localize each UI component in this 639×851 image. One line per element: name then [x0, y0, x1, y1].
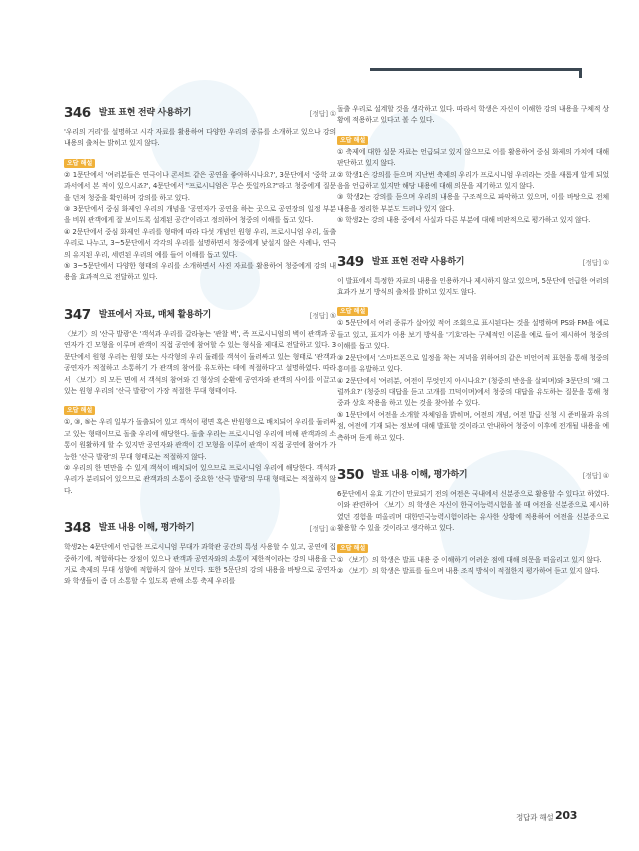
question-number: 349: [337, 253, 364, 270]
question-number: 347: [64, 306, 91, 323]
wrong-answer-badge: 오답 해설: [64, 406, 95, 415]
question-title: 발표 내용 이해, 평가하기: [98, 523, 195, 534]
question-header: [64, 306, 336, 324]
page-number: 203: [555, 809, 578, 822]
explanation-text: 이 발표에서 특정한 자료의 내용을 인용하거나 제시하지 않고 있으며, 5문단에 언급한 여러의 효과가 보기 방식의 출처를 밝히고 있지도 않다.: [337, 276, 609, 297]
question-header: [337, 253, 609, 271]
header-rule: [370, 68, 582, 71]
explanation-item: ④ 2문단에서 중심 화제인 우리를 형태에 따라 다섯 개념인 원형 우리, 프로시니엄 우리, 돌출 우리로 나누고, 3~5문단에서 각각의 우리를 설명하면서 청중에게 낯설지 않은 사례나, 연극의 유지된 우리, 세련된 우리의 예를 들어 이해를 돕고 있다.: [64, 227, 336, 259]
explanation-text: 6문단에서 유효 기간이 만료되기 전의 여전은 국내에서 신분증으로 활용할 수 있다고 하였다. 이와 관련하여 〈보기〉의 학생은 자신이 한국어능력시험을 볼 때 여전을 신분증으로 제시하였던 경험을 떠올리며 대한민국능력시험이라는 유사한 상황에 적용하여 여전을 신분증으로 활용할 수 있을 것이라고 생각하고 있다.: [337, 489, 609, 533]
question-title: 발표 표현 전략 사용하기: [371, 256, 465, 267]
explanation-text: '우리의 거리'를 설명하고 시각 자료를 활용하여 다양한 우리의 종류를 소개하고 있으나 강의 내용의 출처는 밝히고 있지 않다.: [64, 128, 336, 148]
explanation-text: 돌출 우리로 설계할 것을 생각하고 있다. 따라서 학생은 자신이 이해한 강의 내용을 구체적 상황에 적용하고 있다고 볼 수 있다.: [337, 105, 609, 125]
explanation-item: ① 〈보기〉의 학생은 발표 내용 중 이해하기 어려운 점에 대해 의문을 떠올리고 있지 않다.: [337, 555, 602, 564]
question-346: [64, 104, 336, 284]
explanation-text: 〈보기〉의 '산극 발광'은 '객석과 우리를 갈라놓는 '관찰 벽', 즉 프로시니엄의 벽이 관객과 공연자가 긴 모형을 이루며 관객이 직접 공연에 참여할 수 있는 형식을 제대로 전달하고 있다. 3문단에서 원형 우리는 원형 또는 사각형의 우리 둘레를 객석이 둘러싸고 있는 형태로 '관객과 공연자가 적절하고 소통하기 가 관객의 참여를 유도하는 데에 적절하다'고 설명하였다. 따라서 〈보기〉의 모든 면에 서 객석의 참여와 긴 형상의 순환에 공연자와 관객의 사이를 이끌고 있는 원형 우리의 '산극 발광'이 가장 적절한 무대 형태이다.: [64, 329, 336, 395]
explanation-item: ② 〈보기〉의 학생은 발표를 들으며 내용 조직 방식이 적절한지 평가하여 듣고 있지 않다.: [337, 566, 600, 575]
explanation-item: ② 학생1은 강의를 듣으며 지난번 축제의 우리가 프로시니엄 우리라는 것을 새롭게 알게 되었음을 언급하고 있지만 해당 내용에 대해 의문을 제기하고 있지 않다.: [337, 170, 609, 191]
answer-label: [정답] ④: [582, 471, 609, 480]
question-title: 발표 표현 전략 사용하기: [98, 108, 192, 118]
wrong-answer-badge: 오답 해설: [337, 136, 368, 145]
explanation-item: ③ 학생2는 강의를 듣으며 우리의 내용을 구조적으로 파악하고 있으며, 이를 바탕으로 전체 내용을 정리한 부분도 드러나 있지 않다.: [337, 193, 609, 213]
left-column: [64, 104, 336, 588]
question-348: [64, 519, 336, 588]
explanation-item: ④ 2문단에서 '여러분, 여전이 무엇인지 아시나요?' (청중의 반응을 살피며)와 3문단의 '왜 그럴까요?' (청중의 대답을 듣고 고개를 끄덕이며)에서 청중의 대답을 유도하는 질문을 통해 청중과 상호 작용을 하고 있는 것을 찾아볼 수 있다.: [337, 376, 609, 408]
explanation-item: ③ 3문단에서 중심 화제인 우리의 개념을 '공연자가 공연을 하는 곳으로 공연장의 일정 부분을 비워 관객에게 잘 보이도록 설계된 공간'이라고 정의하여 청중의 이해를 돕고 있다.: [64, 205, 336, 225]
explanation-text: 학생2는 4문단에서 언급한 프로시니엄 무대가 과학관 공간의 특성 사용할 수 있고, 공연에 집중하기에, 적합하다는 장점이 있으나 관객과 공연자와의 소통이 제한적이라는 강의 내용을 근거로 축제의 무대 성향에 적합하지 않아 보인다. 또한 5문단의 강의 내용을 바탕으로 공연자와 학생들이 좀 더 소통할 수 있도록 관해 소통 축제 우리를: [64, 543, 336, 586]
explanation-item: ⑤ 1문단에서 여전을 소개할 자체임을 밝히며, 여전의 개념, 여전 발급 신청 시 준비물과 유의점, 여전에 기재 되는 정보에 대해 발표할 것이라고 안내하여 청중이 이후에 전개될 내용을 예측하며 듣게 하고 있다.: [337, 410, 609, 442]
answer-label: [정답] ①: [309, 110, 336, 118]
explanation-item: ⑤ 3~5문단에서 다양한 형태의 우리를 소개하면서 사진 자료를 활용하여 청중에게 강의 내용을 효과적으로 전달하고 있다.: [64, 262, 336, 282]
answer-label: [정답] ⑤: [309, 311, 336, 320]
question-number: 346: [64, 105, 91, 121]
wrong-answer-badge: 오답 해설: [337, 544, 368, 553]
question-header: [337, 466, 609, 484]
answer-label: [정답] ④: [309, 525, 336, 534]
explanation-item: ①, ③, ⑤는 우리 일부가 돌출되어 있고 객석이 평면 혹은 반원형으로 배치되어 우리를 둘러싸고 있는 형태이므로 돌출 우리에 해당한다. 돌출 우리는 프로시니엄 우리에 비해 관객과의 소통이 원활하게 할 수 있지만 공연자와 관객이 긴 모형을 이루어 관객이 직접 공연에 참여가 가능한 '산극 발광'의 무대 형태로는 적절하지 않다.: [64, 418, 336, 461]
explanation-item: ② 1문단에서 '여러분들은 연극이나 콘서트 같은 공연을 좋아하시나요?', 3문단에서 '중학 교과서에서 본 적이 있으시죠?', 4문단에서 "프로시니엄은 무슨 뜻일까요?"라고 청중에게 질문을 던져 청중을 확인하며 강의를 하고 있다.: [64, 170, 336, 202]
question-title: 발표에서 자료, 매체 활용하기: [98, 309, 212, 320]
explanation-item: ② 우리의 한 면만을 수 있게 객석이 배치되어 있으므로 프로시니엄 우리에 해당한다. 객석과 우리가 분리되어 있으므로 관객과의 소통이 중요한 '산극 발광'의 무대 형태로는 적절하지 않다.: [64, 463, 336, 495]
question-349: [337, 253, 609, 444]
header-rule-tick: [579, 68, 582, 78]
question-347: [64, 306, 336, 497]
answer-label: [정답] ①: [582, 258, 609, 267]
explanation-item: ⑤ 학생2는 강의 내용 중에서 사실과 다른 부분에 대해 비판적으로 평가하고 있지 않다.: [337, 216, 591, 225]
question-header: [64, 519, 336, 537]
question-header: [64, 104, 336, 122]
right-column: [337, 104, 609, 577]
explanation-item: ① 축제에 대한 설문 자료는 언급되고 있지 않으므로 이를 활용하여 중심 화제의 가치에 대해 판단하고 있지 않다.: [337, 147, 609, 168]
question-number: 350: [337, 466, 364, 483]
wrong-answer-badge: 오답 해설: [337, 307, 368, 316]
question-number: 348: [64, 520, 91, 537]
question-350: [337, 466, 609, 577]
explanation-item: ① 5문단에서 여러 종류가 살아있 적어 조회으로 표시된다는 것을 설명하며 PS와 FM을 예로 들고 있고, 표지가 이용 보기 방식을 '기호'라는 구체적인 이론을 예로 들어 제시하여 청중의 이해를 돕고 있다.: [337, 319, 609, 351]
question-title: 발표 내용 이해, 평가하기: [371, 469, 468, 480]
question-348-continued: [337, 104, 609, 227]
footer-section-label: 정답과 해설: [516, 813, 554, 822]
wrong-answer-badge: 오답 해설: [64, 159, 95, 168]
explanation-item: ③ 2문단에서 '스마트폰으로 일정을 착는 저녁을 위하여의 같은 비언어적 표현을 통해 청중의 흥미를 유발하고 있다.: [337, 353, 609, 374]
